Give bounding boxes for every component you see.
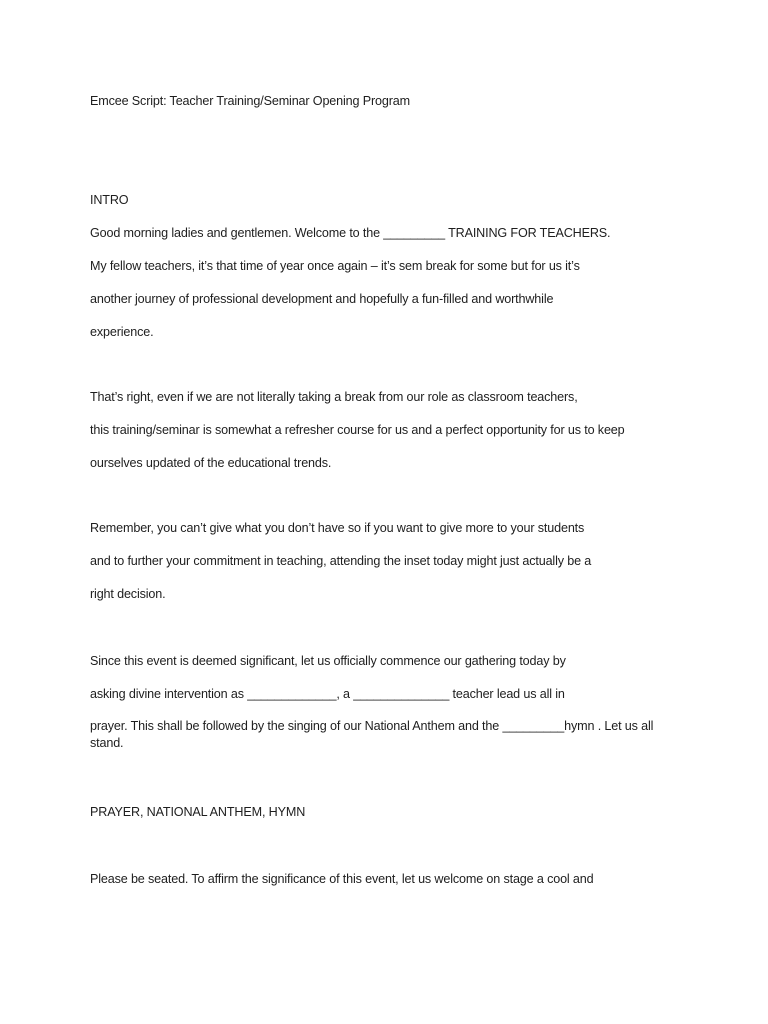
paragraph-line: this training/seminar is somewhat a refresher course for us and a perfect opportunity for us to keep: [90, 423, 625, 437]
paragraph-line: Since this event is deemed significant, let us officially commence our gathering today by: [90, 654, 566, 668]
paragraph-line: That’s right, even if we are not literally taking a break from our role as classroom teachers,: [90, 390, 578, 404]
paragraph-line: asking divine intervention as _____________, a ______________ teacher lead us all in: [90, 687, 565, 701]
intro-heading: INTRO: [90, 193, 129, 207]
paragraph-line: and to further your commitment in teaching, attending the inset today might just actually be a: [90, 554, 592, 568]
section-heading: PRAYER, NATIONAL ANTHEM, HYMN: [90, 805, 306, 819]
paragraph-line: Good morning ladies and gentlemen. Welcome to the _________ TRAINING FOR TEACHERS.: [90, 226, 611, 240]
paragraph-line: right decision.: [90, 587, 166, 601]
paragraph-line: Please be seated. To affirm the significance of this event, let us welcome on stage a cool and: [90, 872, 594, 886]
document-title: Emcee Script: Teacher Training/Seminar Opening Program: [90, 94, 410, 108]
paragraph-line: Remember, you can’t give what you don’t have so if you want to give more to your students: [90, 521, 585, 535]
paragraph-line: another journey of professional development and hopefully a fun-filled and worthwhile: [90, 292, 554, 306]
paragraph-line: ourselves updated of the educational trends.: [90, 456, 332, 470]
paragraph-line: prayer. This shall be followed by the singing of our National Anthem and the _________hymn . Let us all stand.: [90, 719, 654, 750]
paragraph-line: My fellow teachers, it’s that time of year once again – it’s sem break for some but for us it’s: [90, 259, 580, 273]
paragraph-line: experience.: [90, 325, 154, 339]
